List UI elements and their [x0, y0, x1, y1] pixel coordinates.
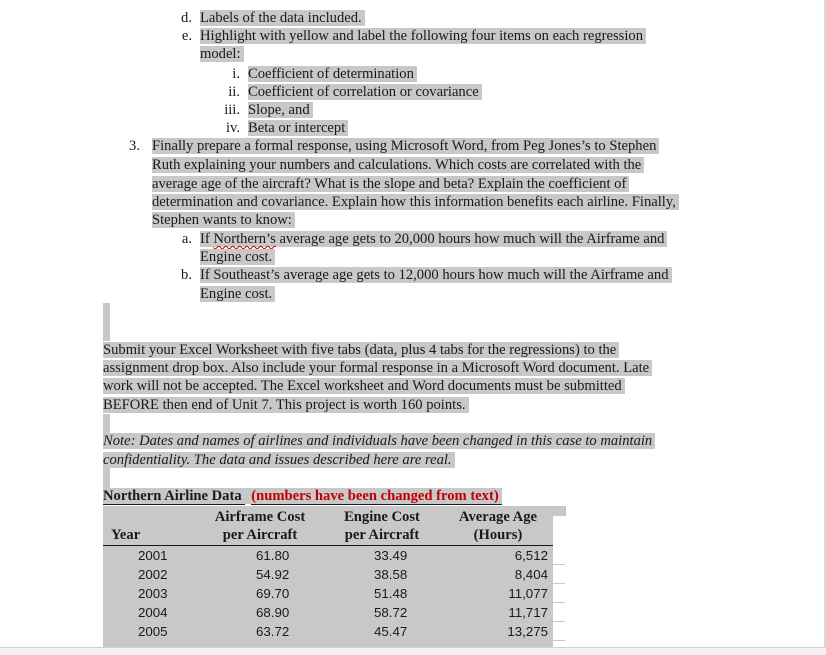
list-item-d: [200, 9, 365, 27]
table-cell-year: 2005: [138, 624, 168, 639]
item3a-line2: Engine cost.: [200, 248, 275, 266]
table-title: Northern Airline Data (numbers have been changed from text): [103, 487, 502, 505]
table-cell-engine: 45.47: [374, 624, 408, 639]
table-cell-year: 2002: [138, 567, 168, 582]
table-cell-year: 2001: [138, 548, 168, 563]
table-cell-airframe: 61.80: [256, 548, 290, 563]
header-airframe-1: Airframe Cost: [214, 509, 306, 525]
table-cell-age: 8,404: [514, 567, 548, 582]
empty-paragraph-highlight: [103, 414, 110, 434]
submit-line2: assignment drop box. Also include your formal response in a Microsoft Word document. Late: [103, 359, 652, 377]
submit-line4: BEFORE then end of Unit 7. This project is worth 160 points.: [103, 396, 469, 414]
list-item-e-line2: model:: [200, 45, 244, 63]
header-age-1: Average Age: [459, 509, 537, 525]
header-airframe-2: per Aircraft: [222, 527, 298, 543]
item3a-line1: If Northern’s average age gets to 20,000 hours how much will the Airframe and: [200, 230, 667, 248]
list-item-e-line1: Highlight with yellow and label the following four items on each regression: [200, 27, 646, 45]
table-title-note: (numbers have been changed from text): [251, 488, 501, 505]
note-line2: confidentiality. The data and issues described here are real.: [103, 451, 455, 469]
table-cell-age: 11,717: [508, 605, 548, 620]
item3-line3: average age of the aircraft? What is the slope and beta? Explain the coefficient of: [152, 175, 629, 193]
sub-item-iv: Beta or intercept: [248, 119, 348, 137]
table-cell-airframe: 68.90: [256, 605, 290, 620]
list-item-d-text: Labels of the data included.: [200, 10, 365, 26]
sub-item-i: Coefficient of determination: [248, 65, 417, 83]
submit-line3: work will not be accepted. The Excel worksheet and Word documents must be submitted: [103, 377, 625, 395]
table-cell-year: 2003: [138, 586, 168, 601]
table-cell-airframe: 63.72: [256, 624, 290, 639]
header-engine-2: per Aircraft: [344, 527, 420, 543]
item3-line2: Ruth explaining your numbers and calculations. Which costs are correlated with the: [152, 156, 644, 174]
item3-line5: Stephen wants to know:: [152, 211, 295, 229]
list-marker-3a: a.: [181, 231, 192, 247]
status-bar-edge: [0, 647, 826, 655]
item3b-line1: If Southeast’s average age gets to 12,000 hours how much will the Airframe and: [200, 266, 672, 284]
list-marker-3: 3.: [129, 138, 140, 154]
empty-paragraph-highlight: [103, 468, 110, 488]
list-marker-e: e.: [181, 28, 192, 44]
misspelled-word[interactable]: Northern’s: [213, 231, 276, 247]
table-cell-engine: 58.72: [374, 605, 408, 620]
header-engine-1: Engine Cost: [344, 509, 420, 525]
item3-line4: determination and covariance. Explain how this information benefits each airline. Finally,: [152, 193, 679, 211]
sub-marker-iv: iv.: [225, 120, 240, 136]
sub-marker-i: i.: [232, 66, 240, 82]
note-line1: Note: Dates and names of airlines and individuals have been changed in this case to maintain: [103, 432, 655, 450]
table-cell-age: 13,275: [507, 624, 548, 639]
list-marker-3b: b.: [181, 267, 192, 283]
submit-line1: Submit your Excel Worksheet with five tabs (data, plus 4 tabs for the regressions) to the: [103, 341, 619, 359]
table-cell-age: 6,512: [514, 548, 548, 563]
table-cell-age: 11,077: [508, 586, 548, 601]
empty-paragraph-highlight: [103, 303, 110, 341]
item3b-line2: Engine cost.: [200, 285, 275, 303]
sub-item-iii: Slope, and: [248, 101, 313, 119]
table-cell-airframe: 69.70: [256, 586, 290, 601]
table-cell-engine: 33.49: [374, 548, 408, 563]
table-cell-engine: 38.58: [374, 567, 408, 582]
sub-marker-iii: iii.: [224, 102, 240, 118]
item3-line1: Finally prepare a formal response, using Microsoft Word, from Peg Jones’s to Stephen: [152, 137, 659, 155]
sub-marker-ii: ii.: [228, 84, 240, 100]
table-cell-engine: 51.48: [374, 586, 408, 601]
table-cell-airframe: 54.92: [256, 567, 290, 582]
header-year: Year: [111, 527, 141, 543]
sub-item-ii: Coefficient of correlation or covariance: [248, 83, 482, 101]
list-marker-d: d.: [181, 10, 192, 26]
header-age-2: (Hours): [473, 527, 523, 543]
table-cell-year: 2004: [138, 605, 168, 620]
